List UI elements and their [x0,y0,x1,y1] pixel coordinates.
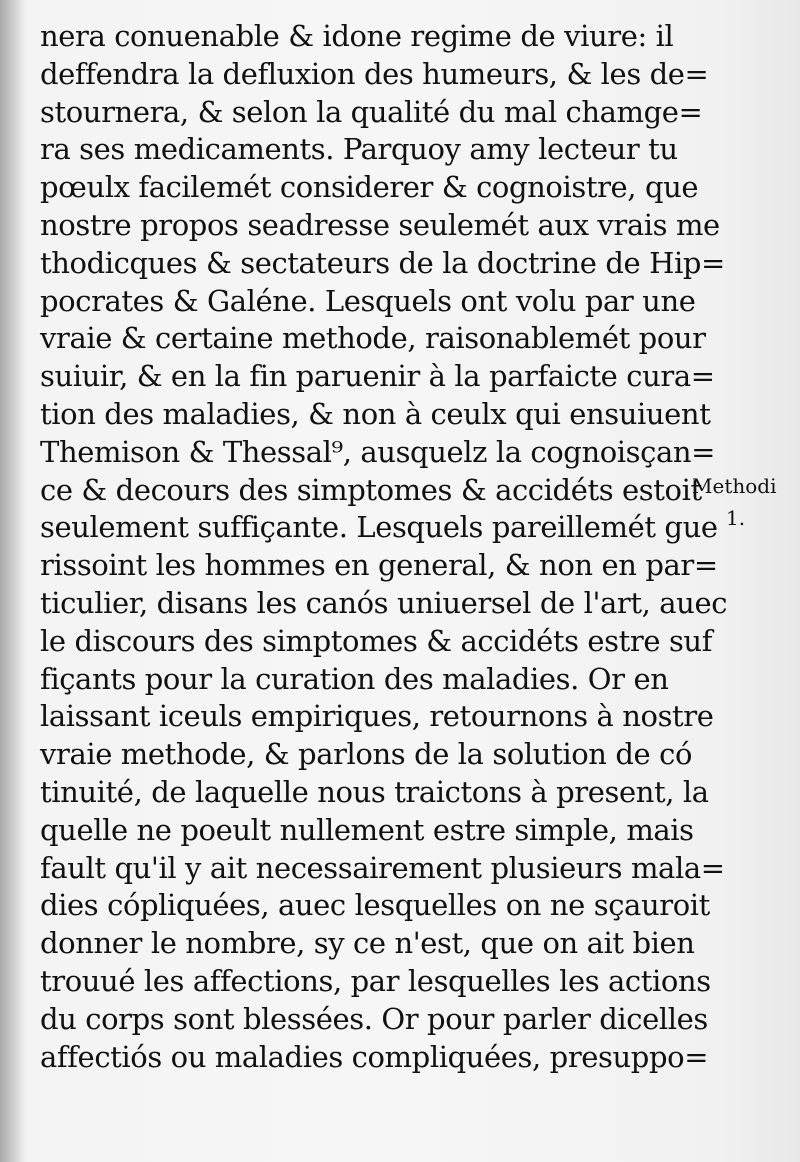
text-line: seulement suffiçante. Lesquels pareillemét gue [40,510,718,545]
text-line: Themison & Thessal⁹, ausquelz la cognoisçan= [40,434,716,469]
text-line: stournera, & selon la qualité du mal chamge= [40,94,703,129]
text-line: quelle ne poeult nullement estre simple, mais [40,812,694,847]
text-line: pœulx facilemét considerer & cognoistre, que [40,170,699,205]
text-line: trouué les affections, par lesquelles les actions [40,963,711,998]
text-line: vraie methode, & parlons de la solution de có [40,737,693,772]
margin-note-line: Methodi [692,474,777,498]
text-line: deffendra la defluxion des humeurs, & les de= [40,56,709,91]
text-line: ticulier, disans les canós uniuersel de l'art, auec [40,585,728,620]
text-line: laissant iceuls empiriques, retournons à nostre [40,699,714,734]
margin-note [692,470,792,534]
text-line: le discours des simptomes & accidéts estre suf [40,623,713,658]
text-line: suiuir, & en la fin paruenir à la parfaicte cura= [40,359,715,394]
text-line: nostre propos seadresse seulemét aux vrais me [40,207,720,242]
text-line: ra ses medicaments. Parquoy amy lecteur tu [40,132,678,167]
text-line: rissoint les hommes en general, & non en par= [40,548,718,583]
text-line: donner le nombre, sy ce n'est, que on ait bien [40,926,695,961]
text-line: thodicques & sectateurs de la doctrine de Hip= [40,245,725,280]
text-line: tinuité, de laquelle nous traictons à present, la [40,774,709,809]
text-line: nera conuenable & idone regime de viure: il [40,19,674,53]
text-line: affectiós ou maladies compliquées, presuppo= [40,1039,709,1074]
text-line: pocrates & Galéne. Lesquels ont volu par une [40,283,696,318]
text-line: dies cópliquées, auec lesquelles on ne sçauroit [40,888,710,923]
text-line: ce & decours des simptomes & accidéts estoit [40,472,702,507]
text-line: tion des maladies, & non à ceulx qui ensuiuent [40,396,711,431]
margin-note-line: 1. [726,506,746,530]
text-line: vraie & certaine methode, raisonablemét pour [40,321,706,356]
text-line: fault qu'il y ait necessairement plusieurs mala= [40,850,725,885]
text-line: du corps sont blessées. Or pour parler dicelles [40,1001,708,1036]
text-line: fiçants pour la curation des maladies. Or en [40,661,669,696]
body-text [40,18,728,1076]
